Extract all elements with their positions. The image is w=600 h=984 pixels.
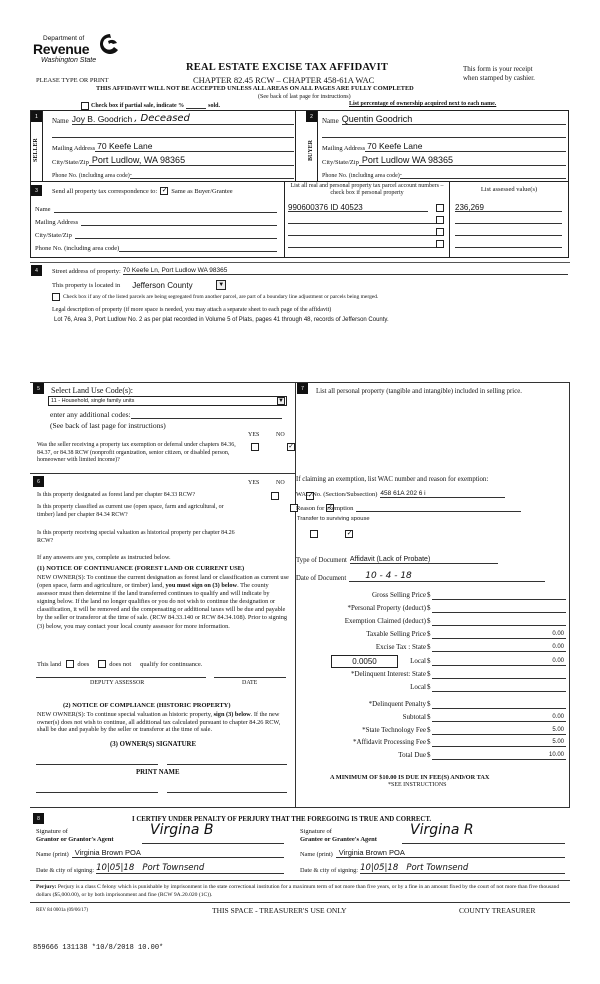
seller-phone-row: [52, 170, 294, 179]
seller-name-label: Name: [52, 117, 69, 125]
grantor-name-field[interactable]: Virginia Brown POA: [72, 848, 284, 858]
land-use-label: Select Land Use Code(s):: [51, 386, 133, 395]
seller-name-row: [52, 113, 294, 125]
partial-sale-checkbox[interactable]: [81, 102, 89, 110]
street-address-label: Street address of property:: [52, 268, 121, 275]
does-not-checkbox[interactable]: [98, 660, 106, 668]
fee-value-field[interactable]: [432, 699, 566, 709]
fee-value-field[interactable]: 5.00: [432, 737, 566, 747]
does-checkbox[interactable]: [66, 660, 74, 668]
print-name-line-1[interactable]: [36, 792, 158, 793]
parcel-account-field[interactable]: 990600376 ID 40523: [288, 203, 428, 212]
logo-revenue-text: Revenue: [33, 41, 90, 57]
current-use-question: Is this property classified as current use (open space, farm and agricultural, or timber) land per chapter 84.34 RCW?: [37, 504, 224, 518]
assessed-value-field[interactable]: [455, 215, 562, 224]
fee-delinquent-penalty: [296, 699, 570, 711]
fee-label: *State Technology Fee: [362, 726, 426, 734]
notice1-text-a: NEW OWNER(S): To continue the current designation as forest land or classification as current use (open space, farm and agriculture, or timber) land,: [37, 574, 289, 590]
street-address-field[interactable]: 70 Keefe Ln, Port Ludlow WA 98365: [123, 267, 568, 275]
doc-date-row: [296, 570, 566, 582]
notice1-text-b: . The county assessor must then determine if the land transferred continues to qualify and will indicate by signing below. If the land no longer qualifies or you do not wish to continue the designation or classification, it will be removed and the compensating or additional taxes will be due and payable by the seller or transferor at the time of sale. (RCW 84.33.140 or RCW 84.34.108). Prior to signing (3) below, you may contact your local county assessor for more information.: [37, 582, 288, 630]
corr-mailing-field[interactable]: [81, 218, 277, 226]
corr-name-row: [35, 204, 277, 213]
seller-mailing-field[interactable]: 70 Keefe Lane: [95, 141, 294, 152]
grantee-date-field[interactable]: 10|05|18 Port Townsend: [360, 863, 565, 874]
please-type-text: PLEASE TYPE OR PRINT: [36, 77, 109, 84]
certify-statement: I CERTIFY UNDER PENALTY OF PERJURY THAT THE FOREGOING IS TRUE AND CORRECT.: [132, 816, 432, 823]
does-label: does: [77, 660, 90, 668]
dollar-sign: $: [427, 643, 431, 651]
fee-excise-tax-state: [296, 642, 570, 654]
personal-property-label: List all personal property (tangible and intangible) included in selling price.: [316, 388, 522, 395]
form-title: REAL ESTATE EXCISE TAX AFFIDAVIT: [186, 62, 389, 73]
fee-value-field[interactable]: 5.00: [432, 725, 566, 735]
doc-date-field[interactable]: 10 - 4 - 18: [349, 571, 545, 582]
personal-property-checkbox[interactable]: [436, 228, 444, 236]
reason-value[interactable]: Transfer to surviving spouse: [297, 516, 370, 522]
fee-label: *Delinquent Interest: State: [350, 670, 426, 678]
print-name-label: PRINT NAME: [136, 769, 180, 776]
buyer-phone-row: [322, 170, 566, 179]
corr-name-label: Name: [35, 206, 51, 213]
land-use-instructions: (See back of last page for instructions): [50, 421, 166, 430]
correspondence-label: Send all property tax correspondence to:: [52, 187, 158, 195]
grantee-name-label: Name (print): [300, 851, 333, 858]
exemption-no-checkbox[interactable]: [287, 443, 295, 451]
fee-label: Excise Tax : State: [375, 643, 426, 651]
fee-value-field[interactable]: [432, 616, 566, 626]
corr-phone-field[interactable]: [119, 244, 277, 252]
fee-value-field[interactable]: 0.00: [432, 656, 566, 666]
notice1-title: (1) NOTICE OF CONTINUANCE (FOREST LAND OR CURRENT USE): [37, 565, 245, 572]
corr-name-field[interactable]: [54, 205, 277, 213]
buyer-city-field[interactable]: Port Ludlow WA 98365: [359, 155, 566, 166]
fee-label: Local: [410, 683, 426, 691]
section-7-number: 7: [297, 383, 308, 394]
dor-logo-icon: [98, 32, 122, 56]
land-use-selected: 11 - Household, single family units: [51, 398, 135, 404]
grantor-date-field[interactable]: 10|05|18 Port Townsend: [96, 863, 284, 874]
treasurer-use-label: THIS SPACE - TREASURER'S USE ONLY: [212, 906, 347, 915]
buyer-side-label: [308, 130, 316, 170]
fee-excise-tax-local: [296, 656, 570, 668]
fee-label: *Affidavit Processing Fee: [353, 738, 426, 746]
buyer-name-field[interactable]: Quentin Goodrich: [342, 114, 566, 125]
legal-description-label: Legal description of property (if more space is needed, you may attach a separate sheet to each page of the affidavit): [52, 307, 332, 313]
fee-delinquent-interest-local: [296, 682, 570, 694]
buyer-name-line-2[interactable]: [322, 128, 566, 138]
perjury-bold: Perjury:: [36, 884, 57, 890]
dor-logo: [33, 32, 123, 68]
seller-phone-label: Phone No. (including area code): [52, 173, 130, 179]
assessed-value-field[interactable]: [455, 227, 562, 236]
dollar-sign: $: [427, 591, 431, 599]
seller-phone-field[interactable]: -: [130, 172, 294, 179]
additional-codes-label: enter any additional codes:: [50, 410, 131, 419]
dollar-sign: $: [427, 751, 431, 759]
owner-signature-label: (3) OWNER(S) SIGNATURE: [110, 741, 196, 748]
buyer-mailing-label: Mailing Address: [322, 145, 366, 152]
warning-text: THIS AFFIDAVIT WILL NOT BE ACCEPTED UNLESS ALL AREAS ON ALL PAGES ARE FULLY COMPLETED: [96, 85, 414, 92]
personal-property-field[interactable]: [300, 410, 565, 465]
fee-label: Subtotal: [402, 713, 426, 721]
section-1-number: 1: [31, 111, 42, 122]
fee-label: Gross Selling Price: [371, 591, 426, 599]
land-use-dropdown-icon[interactable]: ▼: [278, 398, 284, 404]
parcel-row-2: [288, 213, 448, 225]
s6-yes-header: YES: [248, 480, 260, 486]
historic-question: Is this property receiving special valuation as historical property per chapter 84.26 RCW?: [37, 530, 235, 544]
buyer-mailing-row: [322, 142, 566, 152]
ownership-note: List percentage of ownership acquired next to each name.: [349, 101, 497, 107]
seller-name-line-2[interactable]: [52, 128, 294, 138]
owner-signature-line-2[interactable]: [167, 764, 287, 765]
personal-property-checkbox[interactable]: [436, 204, 444, 212]
fee-label: Taxable Selling Price: [366, 630, 426, 638]
corr-mailing-label: Mailing Address: [35, 219, 79, 226]
grantor-sig-label-1: Signature of: [36, 828, 68, 835]
notice1-text: [37, 574, 289, 631]
assessed-header: List assessed value(s): [480, 186, 538, 193]
notice2-title: (2) NOTICE OF COMPLIANCE (HISTORIC PROPERTY): [63, 702, 231, 709]
street-address-row: [52, 265, 568, 275]
fee-personal-property: [296, 603, 570, 615]
fee-value-field[interactable]: [432, 603, 566, 613]
no-header: NO: [276, 432, 285, 438]
dollar-sign: $: [427, 713, 431, 721]
deputy-assessor-label: DEPUTY ASSESSOR: [90, 680, 145, 686]
buyer-name-label: Name: [322, 117, 339, 125]
parcel-row-4: [288, 237, 448, 249]
rev-code: REV 84 0001a (09/06/17): [36, 908, 88, 913]
cashier-stamp: 859666 131138 *10/8/2018 10.00*: [33, 944, 164, 952]
fee-gross-selling-price: [296, 590, 570, 602]
does-not-label: does not: [109, 660, 132, 668]
print-name-line-2[interactable]: [167, 792, 287, 793]
grantee-date-row: [300, 862, 565, 874]
corr-phone-label: Phone No. (including area code): [35, 245, 120, 252]
section-6-number: 6: [33, 476, 44, 487]
deputy-assessor-signature-line[interactable]: [36, 677, 206, 678]
seller-city-label: City/State/Zip: [52, 159, 89, 166]
fee-exemption-claimed: [296, 616, 570, 628]
exemption-question: Was the seller receiving a property tax exemption or deferral under chapters 84.36, 84.37, or 84.38 RCW (nonprofit organization, senior citizen, or disabled person, homeowner with limited income)?: [37, 442, 236, 463]
grantor-signature-field[interactable]: Virgina B: [142, 822, 284, 844]
dollar-sign: $: [427, 700, 431, 708]
form-subtitle: CHAPTER 82.45 RCW – CHAPTER 458-61A WAC: [193, 75, 375, 85]
fee-value-field[interactable]: 0.00: [432, 642, 566, 652]
segregated-label: Check box if any of the listed parcels are being segregated from another parcel, are part of a boundary line adjustment or parcels being merged.: [63, 294, 379, 300]
fee-label: Total Due: [398, 751, 426, 759]
county-dropdown-icon[interactable]: ▼: [216, 280, 226, 290]
forest-question: Is this property designated as forest land per chapter 84.33 RCW?: [37, 492, 196, 498]
grantor-name-row: [36, 848, 284, 858]
parcel-account-field[interactable]: [288, 227, 436, 236]
corr-city-label: City/State/Zip: [35, 232, 72, 239]
if-yes-note: If any answers are yes, complete as instructed below.: [37, 554, 171, 561]
parcel-account-field[interactable]: [288, 239, 436, 248]
fee-label: Exemption Claimed (deduct): [344, 617, 426, 625]
receipt-note-1: This form is your receipt: [463, 65, 533, 73]
fee-subtotal: [296, 712, 570, 724]
land-use-select[interactable]: [48, 396, 287, 406]
doc-type-row: [296, 554, 566, 564]
exemption-instructions: If claiming an exemption, list WAC number and reason for exemption:: [296, 476, 489, 483]
seller-side-label: [33, 130, 41, 170]
county-label: This property is located in: [52, 281, 121, 289]
same-as-buyer-label: Same as Buyer/Grantee: [171, 187, 233, 195]
grantor-date-row: [36, 862, 284, 874]
county-select[interactable]: Jefferson County: [132, 280, 193, 290]
fee-label: *Personal Property (deduct): [347, 604, 426, 612]
dollar-sign: $: [427, 726, 431, 734]
reason-field-line[interactable]: [356, 504, 521, 512]
minimum-due-note: A MINIMUM OF $10.00 IS DUE IN FEE(S) AND/OR TAX: [330, 774, 490, 781]
continuance-row: [37, 660, 202, 668]
seller-city-row: [52, 155, 294, 166]
grantor-sig-label: [36, 828, 114, 844]
buyer-city-label: City/State/Zip: [322, 159, 359, 166]
doc-type-field[interactable]: Affidavit (Lack of Probate): [350, 556, 498, 564]
assessed-value-field[interactable]: 236,269: [455, 203, 562, 212]
grantee-name-field[interactable]: Virginia Brown POA: [336, 848, 565, 858]
fee-label: *Delinquent Penalty: [368, 700, 426, 708]
section-2-number: 2: [306, 111, 317, 122]
personal-property-checkbox[interactable]: [436, 240, 444, 248]
buyer-phone-field[interactable]: -: [400, 172, 566, 179]
receipt-note-2: when stamped by cashier.: [463, 74, 535, 82]
date-label: DATE: [242, 680, 258, 686]
assessed-value-field[interactable]: [455, 239, 562, 248]
segregated-row: [52, 293, 378, 301]
segregated-checkbox[interactable]: [52, 293, 60, 301]
wac-field[interactable]: 458 61A 202 6 i: [380, 490, 505, 498]
logo-state-text: Washington State: [41, 57, 97, 64]
sold-label: sold.: [208, 103, 221, 109]
logo-dept-text: Department of: [43, 35, 85, 42]
fee-state-technology: [296, 725, 570, 737]
deputy-assessor-date-line[interactable]: [214, 677, 286, 678]
historic-yes-checkbox[interactable]: [310, 530, 318, 538]
grantor-date-label: Date & city of signing:: [36, 867, 95, 874]
corr-phone-row: [35, 243, 277, 252]
local-rate-field[interactable]: 0.0050: [331, 655, 398, 668]
legal-description-field[interactable]: Lot 76, Area 3, Port Ludlow No. 2 as per plat recorded in Volume 5 of Plats, pages 41 through 48, records of Jefferson County.: [54, 317, 389, 323]
buyer-name-row: [322, 113, 566, 125]
exemption-yes-checkbox[interactable]: [251, 443, 259, 451]
grantee-sig-label-1: Signature of: [300, 828, 332, 835]
s6-no-header: NO: [276, 480, 285, 486]
buyer-phone-label: Phone No. (including area code): [322, 173, 400, 179]
fee-value-field[interactable]: [432, 669, 566, 679]
dollar-sign: $: [427, 657, 431, 665]
corr-mailing-row: [35, 217, 277, 226]
section-4-number: 4: [31, 265, 42, 276]
seller-mailing-row: [52, 142, 294, 152]
fee-value-field[interactable]: 10.00: [432, 750, 566, 760]
grantor-name-label: Name (print): [36, 851, 69, 858]
grantee-sig-label: [300, 828, 377, 844]
wac-row: [296, 488, 566, 498]
wac-label: WAC No. (Section/Subsection): [296, 491, 378, 498]
dollar-sign: $: [427, 630, 431, 638]
same-as-buyer-checkbox[interactable]: [160, 187, 168, 195]
doc-date-label: Date of Document: [296, 575, 347, 582]
partial-sale-label: Check box if partial sale, indicate %: [91, 103, 185, 109]
fee-affidavit-processing: [296, 737, 570, 749]
fee-delinquent-interest-state: [296, 669, 570, 681]
fee-total-due: [296, 750, 570, 762]
notice2-bold: sign (3) below: [213, 711, 251, 718]
see-instructions-note: *SEE INSTRUCTIONS: [388, 782, 447, 788]
buyer-label: BUYER: [308, 139, 314, 161]
grantee-date-label: Date & city of signing:: [300, 867, 359, 874]
forest-yes-checkbox[interactable]: [271, 492, 279, 500]
fee-label: Local: [410, 657, 426, 665]
buyer-city-row: [322, 155, 566, 166]
grantor-sig-label-2: Grantor or Grantor's Agent: [36, 836, 114, 843]
notice1-bold: you must sign on (3) below: [165, 582, 238, 590]
dollar-sign: $: [427, 683, 431, 691]
fee-value-field[interactable]: 0.00: [432, 712, 566, 722]
reason-row: [296, 502, 566, 512]
parcel-row-3: [288, 225, 448, 237]
doc-type-label: Type of Document: [296, 557, 347, 564]
notice2-text-b: . If the new owner(s) does not wish to continue, all additional tax calculated pursuant to chapter 84.26 RCW, shall be due and payable by the seller or transferor at the time of sale.: [37, 711, 281, 733]
correspondence-row: [52, 187, 233, 195]
perjury-text: Perjury is a class C felony which is punishable by imprisonment in the state correctional institution for a maximum term of not more than five years, or by a fine in an amount fixed by the court of not more than five thousand dollars ($5,000.00), or by both imprisonment and fine (RCW 9A.20.020 (1C)).: [36, 884, 560, 898]
additional-codes-row: [50, 409, 282, 419]
this-land-label: This land: [37, 660, 62, 668]
fee-value-field[interactable]: [432, 590, 566, 600]
qualify-label: qualify for continuance.: [140, 660, 203, 668]
dollar-sign: $: [427, 670, 431, 678]
seller-label: SELLER: [33, 138, 39, 162]
perjury-notice: [36, 884, 568, 899]
seller-name-field[interactable]: [72, 113, 294, 125]
fee-value-field[interactable]: 0.00: [432, 629, 566, 639]
section-8-number: 8: [33, 813, 44, 824]
partial-sale-row: [81, 102, 220, 110]
section-5-number: 5: [33, 383, 44, 394]
yes-header: YES: [248, 432, 260, 438]
corr-city-field[interactable]: [75, 231, 277, 239]
dollar-sign: $: [427, 617, 431, 625]
owner-signature-line-1[interactable]: [36, 764, 158, 765]
grantee-signature-field[interactable]: Virgina R: [402, 822, 565, 844]
grantee-sig-label-2: Grantee or Grantee's Agent: [300, 836, 377, 843]
seller-city-field[interactable]: Port Ludlow, WA 98365: [89, 155, 294, 166]
reason-label: Reason for exemption: [296, 505, 354, 512]
buyer-mailing-field[interactable]: 70 Keefe Lane: [365, 141, 566, 152]
see-back-text: (See back of last page for instructions): [258, 94, 351, 100]
historic-no-checkbox[interactable]: [345, 530, 353, 538]
parcel-account-field[interactable]: [288, 215, 436, 224]
notice2-text-a: NEW OWNER(S): To continue special valuation as historic property,: [37, 711, 214, 718]
section-3-number: 3: [31, 185, 42, 196]
dollar-sign: $: [427, 604, 431, 612]
additional-codes-field[interactable]: [131, 411, 282, 419]
county-treasurer-label: COUNTY TREASURER: [459, 906, 536, 915]
seller-mailing-label: Mailing Address: [52, 145, 96, 152]
fee-taxable-selling-price: [296, 629, 570, 641]
partial-sale-percent-field[interactable]: [186, 103, 206, 109]
seller-name-value: Joy B. Goodrich: [71, 114, 133, 124]
personal-property-checkbox[interactable]: [436, 216, 444, 224]
fee-value-field[interactable]: [432, 682, 566, 692]
notice2-text: [37, 711, 289, 734]
corr-city-row: [35, 230, 277, 239]
parcel-row-1: [288, 201, 448, 213]
county-row: [52, 280, 226, 290]
parcel-header: List all real and personal property tax parcel account numbers – check box if personal property: [290, 183, 444, 196]
dollar-sign: $: [427, 738, 431, 746]
seller-deceased-handwritten: , Deceased: [134, 113, 190, 124]
grantee-name-row: [300, 848, 565, 858]
